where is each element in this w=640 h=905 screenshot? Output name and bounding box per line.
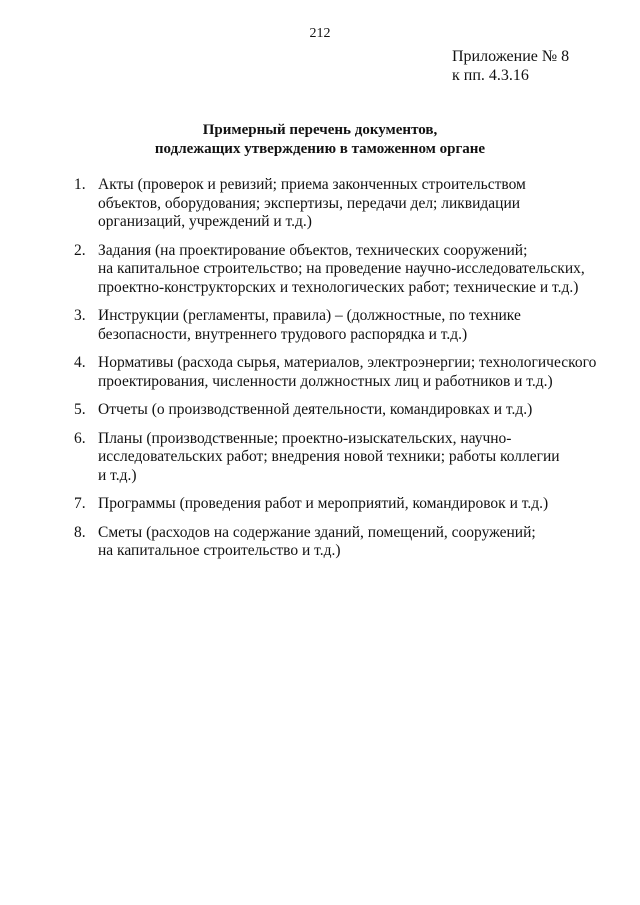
list-item-line: Акты (проверок и ревизий; приема законченных строительством bbox=[98, 176, 526, 193]
list-item-text bbox=[98, 354, 604, 391]
list-item-text bbox=[98, 176, 604, 232]
list-item-number: 6. bbox=[74, 429, 86, 447]
list-item-line: Нормативы (расхода сырья, материалов, электроэнергии; технологического bbox=[98, 354, 597, 371]
list-item-text bbox=[98, 242, 604, 298]
appendix-label: Приложение № 8 bbox=[452, 48, 570, 65]
list-item-line: проектирования, численности должностных лиц и работников и т.д.) bbox=[98, 372, 553, 390]
list-item bbox=[74, 401, 604, 420]
list-item bbox=[74, 307, 604, 344]
document-list bbox=[74, 176, 604, 571]
list-item bbox=[74, 524, 604, 561]
title-line-1: Примерный перечень документов, bbox=[202, 122, 438, 138]
list-item-line: на капитальное строительство; на проведение научно-исследовательских, bbox=[98, 260, 585, 277]
list-item-number: 3. bbox=[74, 307, 86, 324]
list-item-line: проектно-конструкторских и технологических работ; технические и т.д.) bbox=[98, 278, 579, 296]
list-item-number: 8. bbox=[74, 523, 86, 541]
list-item-line: исследовательских работ; внедрения новой техники; работы коллегии bbox=[98, 448, 560, 465]
list-item-line: Инструкции (регламенты, правила) – (должностные, по технике bbox=[98, 307, 521, 324]
list-item bbox=[74, 242, 604, 298]
list-item-line: Отчеты (о производственной деятельности, командировках и т.д.) bbox=[98, 401, 533, 418]
list-item-text bbox=[98, 524, 604, 561]
list-item-number: 7. bbox=[74, 495, 86, 512]
list-item-text bbox=[98, 430, 604, 486]
list-item-line: Планы (производственные; проектно-изыскательских, научно- bbox=[98, 429, 512, 447]
title-line-2: подлежащих утверждению в таможенном органе bbox=[154, 141, 486, 157]
list-item-text bbox=[98, 307, 604, 344]
list-item-line: на капитальное строительство и т.д.) bbox=[98, 542, 341, 559]
list-item-line: Задания (на проектирование объектов, технических сооружений; bbox=[98, 241, 528, 259]
list-item-number: 5. bbox=[74, 401, 86, 418]
list-item bbox=[74, 354, 604, 391]
list-item-line: Сметы (расходов на содержание зданий, помещений, сооружений; bbox=[98, 523, 536, 541]
appendix-paragraph-ref: к пп. 4.3.16 bbox=[452, 67, 529, 84]
list-item bbox=[74, 430, 604, 486]
list-item-line: организаций, учреждений и т.д.) bbox=[98, 213, 312, 230]
list-item-text bbox=[98, 495, 604, 514]
list-item-number: 4. bbox=[74, 354, 86, 371]
document-title bbox=[0, 121, 640, 159]
list-item-line: объектов, оборудования; экспертизы, передачи дел; ликвидации bbox=[98, 194, 521, 212]
list-item-number: 1. bbox=[74, 176, 86, 193]
list-item-line: безопасности, внутреннего трудового распорядка и т.д.) bbox=[98, 325, 468, 343]
list-item bbox=[74, 176, 604, 232]
list-item-line: и т.д.) bbox=[98, 466, 137, 484]
list-item bbox=[74, 495, 604, 514]
list-item-number: 2. bbox=[74, 241, 86, 259]
list-item-line: Программы (проведения работ и мероприятий, командировок и т.д.) bbox=[98, 495, 549, 512]
list-item-text bbox=[98, 401, 604, 420]
page-number: 212 bbox=[309, 26, 331, 41]
appendix-reference bbox=[452, 47, 569, 85]
